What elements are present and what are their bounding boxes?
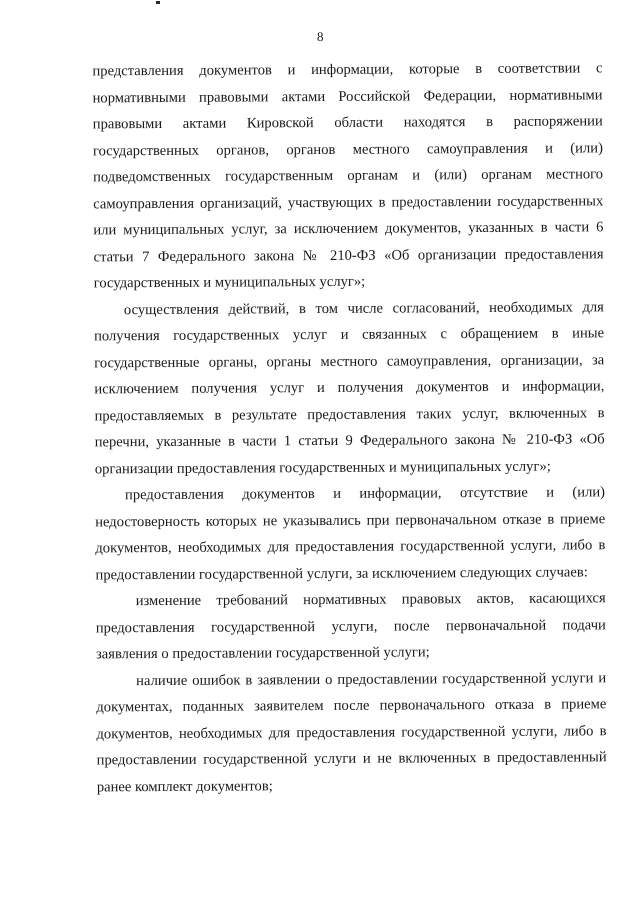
paragraph-actions-approvals: осуществления действий, в том числе согласований, необходимых для получения государственных услуг и связанных с обращением в иные государственные органы, органы местного самоуправления, организации, за исключением получения услуг и получения документов и информации, предоставляемых в результате предоставления таких услуг, включенных в перечни, указанные в части 1 статьи 9 Федерального закона № 210-ФЗ «Об организации предоставления государственных и муниципальных услуг»;	[94, 298, 605, 477]
paragraph-change-of-requirements: изменение требований нормативных правовых актов, касающихся предоставления государственной услуги, после первоначальной подачи заявления о предоставлении государственной услуги;	[95, 590, 606, 663]
page-number: 8	[316, 28, 324, 45]
paragraph-errors-in-application: наличие ошибок в заявлении о предоставлении государственной услуги и документах, поданных заявителем после первоначального отказа в приеме документов, необходимых для предоставления государственной услуги, либо в предоставлении государственной услуги и не включенных в предоставленный ранее комплект документов;	[96, 669, 607, 795]
document-body	[92, 55, 607, 800]
paragraph-documents-in-possession: представления документов и информации, которые в соответствии с нормативными правовыми актами Российской Федерации, нормативными правовыми актами Кировской области находятся в распоряжении государственных органов, органов местного самоуправления и (или) подведомственных государственным органам и (или) органам местного самоуправления организаций, участвующих в предоставлении государственных или муниципальных услуг, за исключением документов, указанных в части 6 статьи 7 Федерального закона № 210-ФЗ «Об организации предоставления государственных и муниципальных услуг»;	[92, 60, 604, 292]
paragraph-documents-not-indicated: предоставления документов и информации, отсутствие и (или) недостоверность которых не указывались при первоначальном отказе в приеме документов, необходимых для предоставления государственной услуги, либо в предоставлении государственной услуги, за исключением следующих случаев:	[95, 484, 606, 583]
scan-artifact-mark	[156, 1, 160, 4]
